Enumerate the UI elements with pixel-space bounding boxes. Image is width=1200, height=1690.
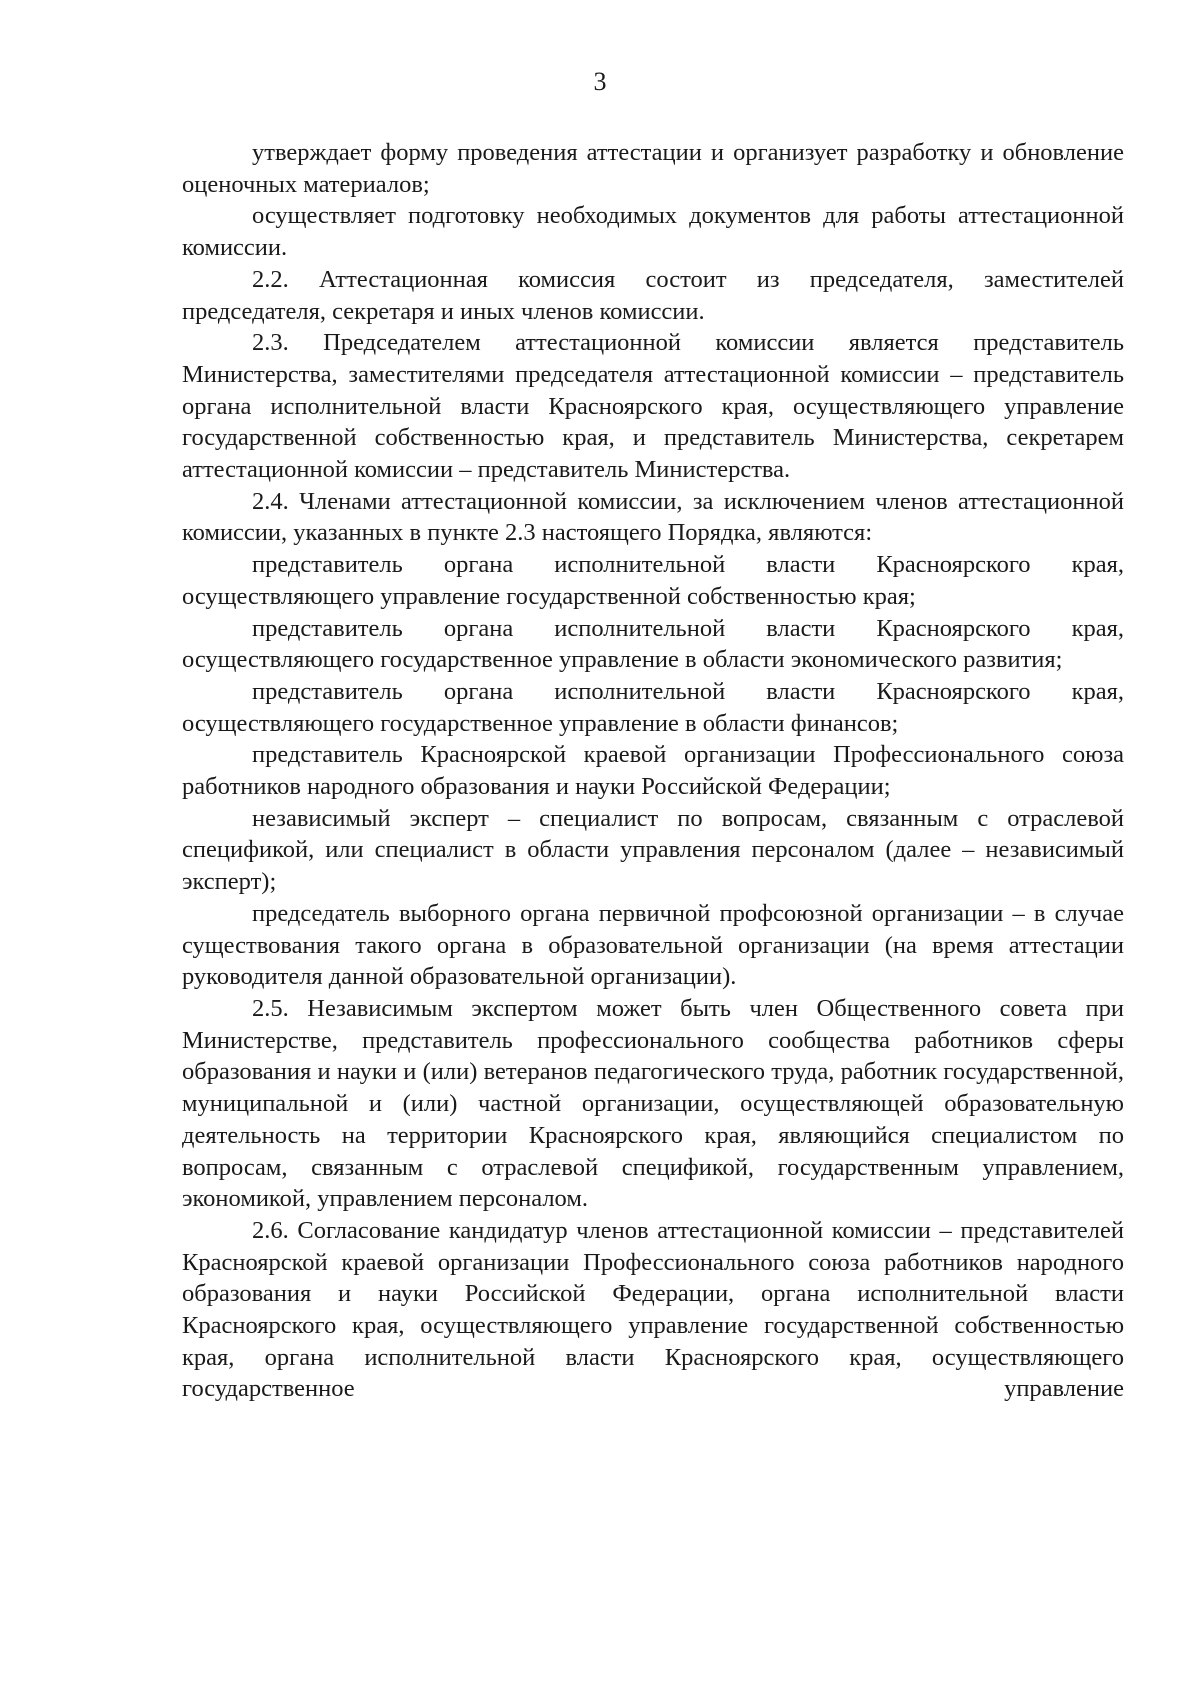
page-number: 3	[593, 67, 607, 96]
list-item-finance-representative: представитель органа исполнительной власти Красноярского края, осуществляющего государственное управление в области финансов;	[182, 677, 1124, 737]
paragraph-approves-form: утверждает форму проведения аттестации и организует разработку и обновление оценочных материалов;	[182, 139, 1124, 198]
paragraph-2-6: 2.6. Согласование кандидатур членов аттестационной комиссии – представителей Красноярской краевой организации Профессионального союза работников народного образования и науки Российской Федерации, органа исполнительной власти Красноярского края, осуществляющего управление государственной собственностью края, органа исполнительной власти Красноярского края, осуществляющего государственное управление	[182, 1216, 1124, 1403]
paragraph-2-3: 2.3. Председателем аттестационной комиссии является представитель Министерства, заместителями председателя аттестационной комиссии – представитель органа исполнительной власти Красноярского края, осуществляющего управление государственной собственностью края, и представитель Министерства, секретарем аттестационной комиссии – представитель Министерства.	[182, 329, 1124, 484]
list-item-economic-representative: представитель органа исполнительной власти Красноярского края, осуществляющего государственное управление в области экономического развития;	[182, 614, 1124, 674]
paragraph-2-4: 2.4. Членами аттестационной комиссии, за исключением членов аттестационной комиссии, указанных в пункте 2.3 настоящего Порядка, являются:	[182, 487, 1124, 547]
list-item-property-representative: представитель органа исполнительной власти Красноярского края, осуществляющего управление государственной собственностью края;	[182, 551, 1124, 610]
document-body	[182, 137, 1124, 1405]
list-item-union-representative: представитель Красноярской краевой организации Профессионального союза работников народного образования и науки Российской Федерации;	[182, 741, 1124, 801]
list-item-independent-expert: независимый эксперт – специалист по вопросам, связанным с отраслевой спецификой, или специалист в области управления персоналом (далее – независимый эксперт);	[182, 804, 1124, 896]
paragraph-2-5: 2.5. Независимым экспертом может быть член Общественного совета при Министерстве, представитель профессионального сообщества работников сферы образования и науки и (или) ветеранов педагогического труда, работник государственной, муниципальной и (или) частной организации, осуществляющей образовательную деятельность на территории Красноярского края, являющийся специалистом по вопросам, связанным с отраслевой спецификой, государственным управлением, экономикой, управлением персоналом.	[182, 994, 1124, 1213]
list-item-union-chairman: председатель выборного органа первичной профсоюзной организации – в случае существования такого органа в образовательной организации (на время аттестации руководителя данной образовательной организации).	[182, 899, 1124, 991]
paragraph-prepares-documents: осуществляет подготовку необходимых документов для работы аттестационной комиссии.	[182, 202, 1124, 262]
paragraph-2-2: 2.2. Аттестационная комиссия состоит из председателя, заместителей председателя, секретаря и иных членов комиссии.	[182, 265, 1124, 325]
